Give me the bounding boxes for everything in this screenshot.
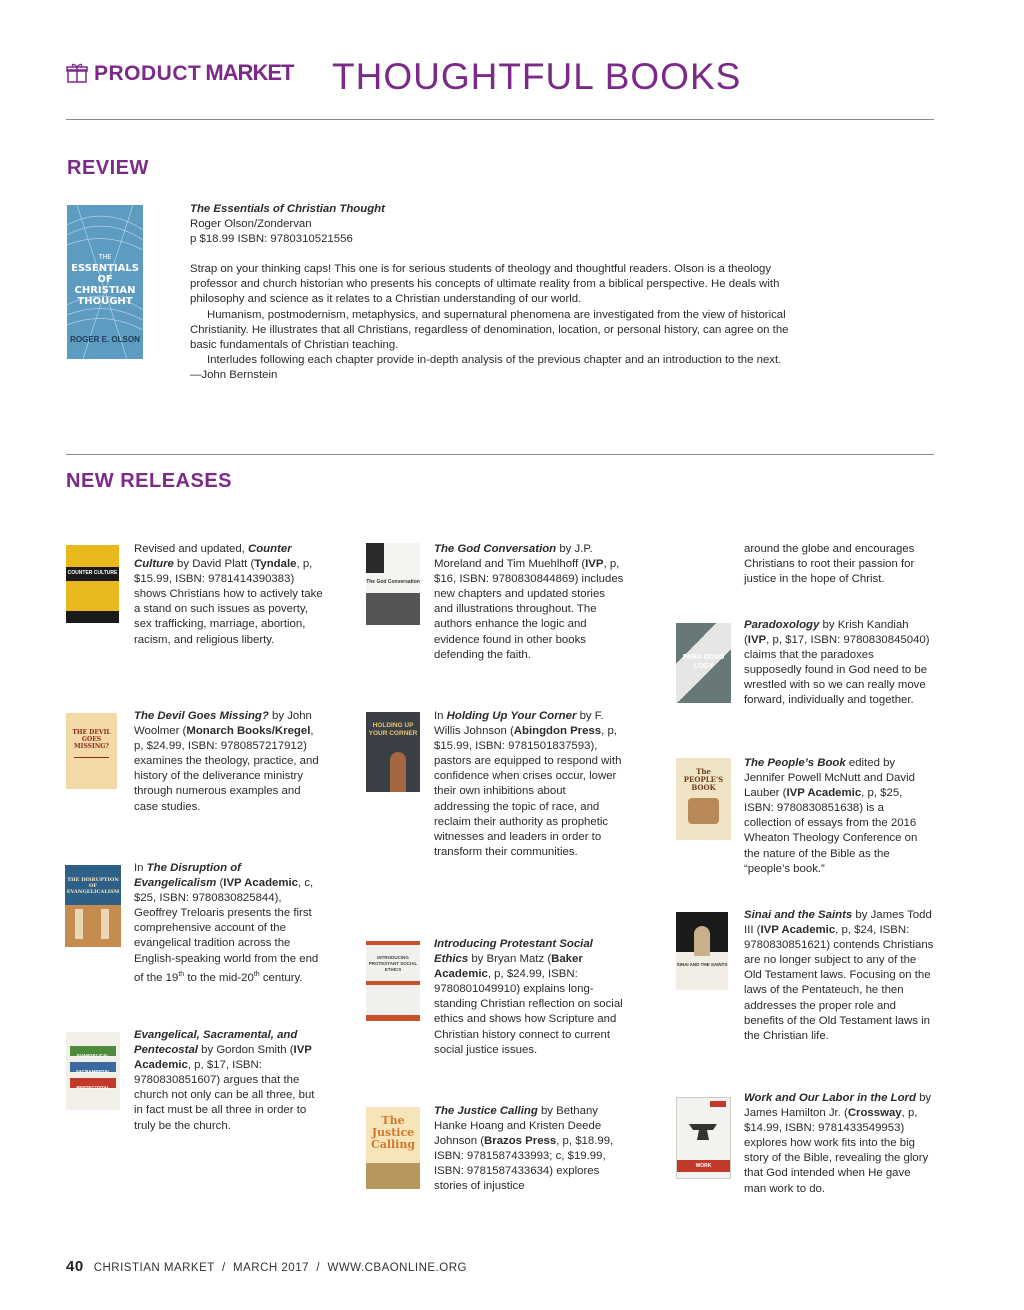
entry-author: by James Hamilton Jr. ( (744, 1092, 932, 1120)
cover-label: COUNTER CULTURE (67, 570, 118, 576)
entry-details: , p, $16, ISBN: 9780830844869) includes new chapters and updated stories and illustrations throughout. The authors enhance the logic and evidence found in other books defending the faith. (434, 558, 624, 661)
review-price-isbn: p $18.99 ISBN: 9780310521556 (190, 233, 353, 246)
entry-publisher: IVP Academic (786, 787, 862, 800)
entry-publisher: Crossway (847, 1107, 902, 1120)
entry-intro: In (134, 862, 147, 874)
entry-author: by Krish Kandiah ( (744, 619, 909, 647)
entry-author: by John Woolmer ( (134, 710, 312, 738)
page-header (66, 56, 936, 116)
entry-author: by James Todd III ( (744, 909, 932, 937)
footer-text: CHRISTIAN MARKET / MARCH 2017 / WWW.CBAONLINE.ORG (93, 1262, 467, 1274)
entry-publisher: Tyndale (254, 558, 297, 571)
entry-author: by F. Willis Johnson ( (434, 710, 604, 738)
entry-publisher: IVP Academic (223, 877, 298, 890)
entry-title: Introducing Protestant Social Ethics (434, 938, 593, 966)
entry-title: Evangelical, Sacramental, and Pentecostal (134, 1029, 298, 1057)
section-divider (66, 454, 934, 455)
book-cover (676, 1097, 731, 1179)
cover-top-line: THE (98, 253, 112, 261)
review-paragraph: Humanism, postmodernism, metaphysics, and supernatural phenomena are investigated from the view of historical Christianity. He illustrates that all Christians, regardless of denomination, location, or personal history, can agree on the basic fundamentals of Christian teaching. (190, 308, 789, 351)
page-footer (66, 1258, 467, 1275)
anvil-icon (687, 1116, 721, 1146)
entry-title: Work and Our Labor in the Lord (744, 1092, 916, 1104)
book-cover (676, 758, 731, 840)
entry-publisher: Abingdon Press (513, 725, 602, 738)
book-cover (66, 713, 117, 789)
entry-publisher: IVP (747, 634, 767, 647)
release-entry-continuation: around the globe and encourages Christians to root their passion for justice in the hope of Christ. (744, 543, 915, 586)
release-entry (744, 908, 934, 1044)
entry-details: , p, $15.99, ISBN: 9781414390383) shows Christians how to actively take a stand on such issues as poverty, sex trafficking, marriage, abortion, racism, and religious liberty. (134, 558, 323, 646)
entry-publisher: IVP Academic (134, 1044, 312, 1072)
cover-label: WORK (695, 1163, 712, 1169)
review-heading: REVIEW (67, 157, 149, 179)
release-entry (134, 542, 324, 648)
entry-details: , p, $15.99, ISBN: 9781501837593), pastors are equipped to respond with confidence when crises occur, lower their own inhibitions about addressing the topic of race, and reclaim their authority as prophetic witnesses and leaders in order to transform their communities. (434, 725, 622, 858)
cover-label: PARA DOXO LOGY (682, 654, 725, 670)
cover-label: The Justice Calling (370, 1114, 416, 1151)
cover-label: INTRODUCING PROTESTANT SOCIAL ETHICS (368, 955, 418, 972)
entry-intro: Revised and updated, (134, 543, 248, 555)
gift-icon (66, 62, 88, 84)
entry-author: by Bryan Matz ( (468, 953, 552, 966)
book-cover (366, 543, 420, 625)
new-releases-heading: NEW RELEASES (66, 470, 233, 492)
entry-title: Holding Up Your Corner (446, 710, 577, 722)
release-entry (134, 709, 324, 815)
cover-title: ESSENTIALS OF CHRISTIAN THOUGHT (71, 263, 139, 307)
header-divider (66, 119, 934, 120)
release-entry (134, 861, 324, 986)
release-entry (434, 542, 624, 663)
entry-details: , p, $17, ISBN: 9780830845040) claims that the paradoxes supposedly found in God need to be wrestled with so we can really move forward, individually and together. (744, 634, 930, 707)
entry-details: , p, $24.99, ISBN: 9780857217912) examines the theology, practice, and history of the deliverance ministry through numerous examples and case studies. (134, 725, 319, 813)
review-paragraph: Interludes following each chapter provide in-depth analysis of the previous chapter and an introduction to the next. (207, 353, 782, 366)
brand-product: PRODUCT (94, 62, 202, 85)
entry-publisher: Brazos Press (484, 1135, 557, 1148)
section-brand (94, 60, 293, 86)
entry-details: century. (259, 971, 303, 984)
book-cover (66, 545, 119, 623)
cover-label: THE DEVIL GOES MISSING? (72, 729, 111, 750)
release-entry (744, 756, 934, 877)
entry-superscript: th (178, 970, 185, 978)
review-paragraph: Strap on your thinking caps! This one is for serious students of theology and thoughtful readers. Olson is a theology professor and church historian who presents his concepts of ultimate reality from a biblical perspective. He deals with philosophy and science as it relates to a Christian understanding of our world. (190, 263, 780, 306)
entry-details: , p, $18.99, ISBN: 9781587433993; c, $19.99, ISBN: 9781587433634) explores stories of injustice (434, 1135, 614, 1193)
book-cover (66, 1032, 120, 1110)
book-cover (366, 941, 420, 1021)
entry-title: Paradoxology (744, 619, 820, 631)
entry-details: , p, $24, ISBN: 9780830851621) contends Christians are no longer subject to any of the Old Testament laws. Focusing on the laws of the Pentateuch, he then addresses the proper role and benefits of the Old Testament laws in the Christian life. (744, 924, 934, 1042)
cover-label: The PEOPLE'S BOOK (683, 767, 724, 792)
release-entry (744, 618, 934, 709)
book-cover (366, 712, 420, 792)
entry-author: by J.P. Moreland and Tim Muehlhoff ( (434, 543, 593, 571)
entry-publisher: Monarch Books/Kregel (186, 725, 311, 738)
entry-author: edited by Jennifer Powell McNutt and David Lauber ( (744, 757, 915, 800)
release-entry (434, 1104, 624, 1195)
entry-title: The Devil Goes Missing? (134, 710, 269, 722)
entry-details: , c, $25, ISBN: 9780830825844), Geoffrey Treloaris presents the first comprehensive account of the evangelical tradition across the English-speaking world from the end of the 19 (134, 877, 319, 984)
page-title: THOUGHTFUL BOOKS (332, 56, 742, 97)
book-cover (676, 912, 728, 990)
release-entry (134, 1028, 324, 1134)
entry-details: , p, $24.99, ISBN: 9780801049910) explains long-standing Christian reflection on social ethics and shows how Scripture and Christian history connect to current social justice issues. (434, 968, 623, 1056)
entry-details: to the mid-20 (184, 971, 254, 984)
entry-publisher: Baker Academic (434, 953, 583, 981)
entry-author: by Bethany Hanke Hoang and Kristen Deede Johnson ( (434, 1105, 602, 1148)
book-cover (676, 623, 731, 703)
review-body (190, 202, 815, 383)
cover-author: ROGER E. OLSON (70, 335, 140, 344)
book-cover (65, 865, 121, 947)
review-signature: —John Bernstein (190, 368, 278, 381)
entry-author: ( (216, 877, 224, 890)
entry-title: Counter Culture (134, 543, 292, 571)
entry-title: Sinai and the Saints (744, 909, 853, 921)
entry-author: by David Platt ( (173, 558, 255, 571)
release-entry (434, 937, 624, 1058)
page-number: 40 (66, 1258, 84, 1275)
entry-details: , p, $14.99, ISBN: 9781433549953) explores how work fits into the big story of the Bible, revealing the glory that God intended when He gave man work to do. (744, 1107, 929, 1195)
brand-market: MARKET (205, 60, 294, 85)
cover-label: THE DISRUPTION OF EVANGELICALISM (66, 877, 120, 895)
release-entry (744, 1091, 934, 1197)
entry-intro: In (434, 710, 447, 722)
review-book-title: The Essentials of Christian Thought (190, 203, 385, 215)
entry-details: , p, $17, ISBN: 9780830851607) argues that the church not only can be all three, but in fact must be all three in order to truly be the church. (134, 1059, 315, 1132)
entry-publisher: IVP Academic (760, 924, 836, 937)
entry-title: The Disruption of Evangelicalism (134, 862, 241, 890)
entry-details: , p, $25, ISBN: 9780830851638) is a collection of essays from the 2016 Wheaton Theology Conference on the nature of the Bible as the “people’s book.” (744, 787, 918, 875)
book-cover (366, 1107, 420, 1189)
cover-label: SINAI AND THE SAINTS (676, 962, 728, 967)
cover-label: EVANGELICAL SACRAMENTAL PENTECOSTAL (75, 1053, 111, 1090)
entry-title: The God Conversation (434, 543, 557, 555)
review-author-publisher: Roger Olson/Zondervan (190, 218, 312, 231)
release-entry (434, 709, 624, 860)
entry-superscript: th (253, 970, 260, 978)
cover-label: The God Conversation (366, 579, 420, 585)
cover-label: HOLDING UP YOUR CORNER (368, 722, 418, 737)
review-book-cover (67, 205, 143, 359)
entry-title: The People’s Book (744, 757, 846, 769)
entry-title: The Justice Calling (434, 1105, 538, 1117)
entry-publisher: IVP (585, 558, 604, 571)
entry-author: by Gordon Smith ( (197, 1044, 294, 1057)
